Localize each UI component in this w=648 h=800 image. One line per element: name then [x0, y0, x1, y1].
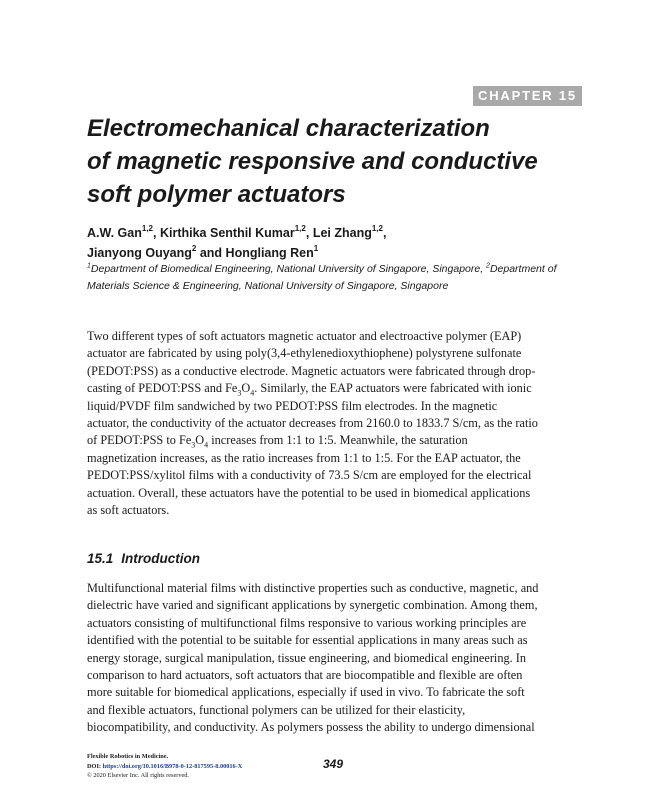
separator: and: [199, 246, 223, 260]
subscript: 4: [204, 440, 209, 450]
abstract-line: Two different types of soft actuators magnetic actuator and electroactive polymer (EAP): [87, 329, 522, 343]
abstract-text: increases from 1:1 to 1:5. Meanwhile, the saturation: [208, 433, 468, 448]
section-number: 15.1: [87, 551, 114, 566]
abstract-text: of PEDOT:PSS to Fe: [87, 433, 192, 448]
book-title: Flexible Robotics in Medicine.: [87, 753, 169, 760]
abstract-line: PEDOT:PSS/xylitol films with a conductivity of 73.5 S/cm are employed for the electrical: [87, 468, 532, 483]
abstract-line: actuation. Overall, these actuators have the potential to be used in biomedical applications: [87, 485, 531, 500]
abstract-line: (PEDOT:PSS) as a conductive electrode. Magnetic actuators were fabricated through drop-: [87, 363, 536, 378]
title-line: of magnetic responsive and conductive: [87, 148, 538, 175]
title-line: Electromechanical characterization: [87, 115, 490, 142]
title-line: soft polymer actuators: [87, 181, 346, 208]
author-list: [87, 223, 607, 263]
separator: ,: [305, 226, 310, 240]
subscript: 3: [237, 388, 242, 398]
chapter-label: CHAPTER 15: [473, 86, 582, 106]
body-line: Multifunctional material films with distinctive properties such as conductive, magnetic, and: [87, 581, 539, 595]
separator: ,: [153, 226, 157, 240]
affiliation-text: Department of Biomedical Engineering, National University of Singapore, Singapore,: [90, 263, 484, 275]
author-affiliation-mark: 1,2: [141, 223, 153, 233]
affiliation-text: Department of: [489, 263, 557, 275]
author-name: Kirthika Senthil Kumar: [159, 226, 295, 240]
body-line: and flexible actuators, functional polymers can be utilized for their elasticity,: [87, 702, 466, 717]
abstract-line: actuator, the conductivity of the actuator decreases from 2160.0 to 1833.7 S/cm, as the ratio: [87, 416, 538, 431]
body-line: energy storage, surgical manipulation, tissue engineering, and biomedical engineering. In: [87, 650, 527, 665]
abstract-text: O: [241, 381, 251, 396]
section-title: Introduction: [121, 551, 201, 566]
abstract-line: liquid/PVDF film sandwiched by two PEDOT:PSS film electrodes. In the magnetic: [87, 398, 498, 413]
author-affiliation-mark: 1,2: [294, 223, 306, 233]
doi-link[interactable]: https://doi.org/10.1016/B978-0-12-817595-8.00016-X: [102, 762, 243, 770]
author-name: Lei Zhang: [312, 226, 372, 240]
abstract-line: [87, 380, 583, 397]
affiliation-mark: 2: [486, 262, 490, 270]
author-name: Jianyong Ouyang: [87, 246, 192, 260]
copyright: © 2020 Elsevier Inc. All rights reserved.: [87, 772, 190, 779]
doi-line: [87, 762, 242, 772]
affiliation-mark: 1: [87, 262, 91, 270]
subscript: 3: [191, 440, 196, 450]
page-number: 349: [323, 757, 344, 771]
author-affiliation-mark: 2: [191, 243, 197, 253]
abstract-line: actuator are fabricated by using poly(3,4-ethylenedioxythiophene) polystyrene sulfonate: [87, 346, 522, 361]
author-affiliation-mark: 1,2: [371, 223, 383, 233]
body-line: identified with the potential to be suitable for essential applications in many areas such as: [87, 633, 528, 648]
affiliations: [87, 261, 587, 295]
abstract-text: O: [195, 433, 205, 448]
author-line: [87, 223, 607, 243]
body-line: more suitable for biomedical applications, especially if used in vivo. To fabricate the soft: [87, 685, 525, 700]
abstract: [87, 328, 583, 519]
body-line: actuators consisting of multifunctional films responsive to various working principles are: [87, 615, 527, 630]
abstract-text: casting of PEDOT:PSS and Fe: [87, 381, 238, 396]
doi-label: DOI:: [87, 762, 101, 770]
body-line: biocompatibility, and conductivity. As polymers possess the ability to undergo dimensional: [87, 720, 535, 735]
abstract-line: magnetization increases, as the ratio increases from 1:1 to 1:5. For the EAP actuator, the: [87, 450, 521, 465]
affiliation-line: Materials Science & Engineering, National University of Singapore, Singapore: [87, 280, 449, 292]
introduction-body: [87, 580, 583, 737]
body-line: comparison to hard actuators, soft actuators that are biocompatible and flexible are often: [87, 668, 523, 683]
section-heading: [87, 550, 200, 568]
footer-citation: [87, 752, 242, 781]
body-line: dielectric have varied and significant applications by synergetic combination. Among them,: [87, 598, 538, 613]
subscript: 4: [250, 388, 255, 398]
author-name: A.W. Gan: [87, 226, 142, 240]
abstract-text: . Similarly, the EAP actuators were fabricated with ionic: [254, 381, 532, 396]
affiliation-line: [87, 261, 587, 278]
author-line: [87, 243, 607, 263]
separator: ,: [382, 226, 387, 240]
abstract-line: as soft actuators.: [87, 503, 170, 518]
author-affiliation-mark: 1: [313, 243, 319, 253]
author-name: Hongliang Ren: [225, 246, 314, 260]
chapter-title: [87, 112, 587, 211]
abstract-line: [87, 432, 583, 449]
